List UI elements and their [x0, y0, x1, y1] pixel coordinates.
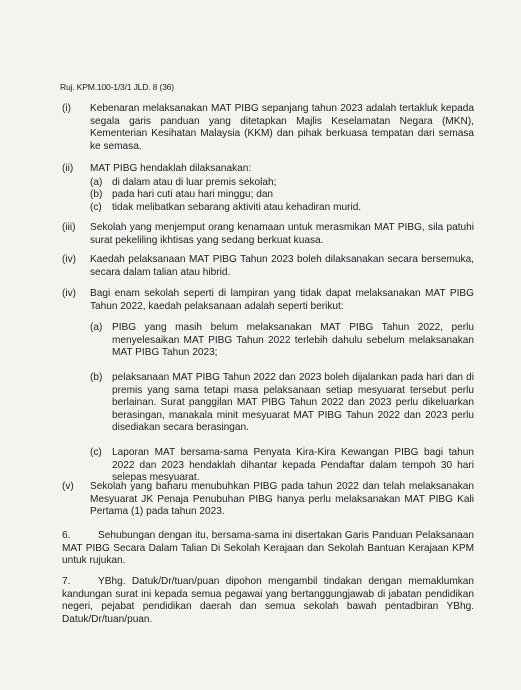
sub-item-text: Laporan MAT bersama-sama Penyata Kira-Kira Kewangan PIBG bagi tahun 2022 dan 2023 hendaklah dihantar kepada Pendaftar dalam tempoh 30 hari selepas mesyuarat.	[112, 446, 474, 484]
item-iv	[62, 254, 474, 279]
item-numeral: (ii)	[62, 163, 74, 174]
sub-item-text: pelaksanaan MAT PIBG Tahun 2022 dan 2023 boleh dijalankan pada hari dan di premis yang sama tetapi masa pelaksanaan setiap mesyuarat tersebut perlu berlainan. Surat panggilan MAT PIBG Tahun 2022 dan 2023 perlu dikeluarkan berasingan, manakala minit mesyuarat MAT PIBG Tahun 2022 dan 2023 perlu disediakan secara berasingan.	[112, 371, 474, 434]
sub-item-c	[90, 202, 474, 215]
sub-item-c	[90, 447, 474, 485]
paragraph-text: YBhg. Datuk/Dr/tuan/puan dipohon mengambil tindakan dengan memaklumkan kandungan surat ini kepada semua pegawai yang bertanggungjawab di jabatan pendidikan negeri, pejabat pendidikan daerah dan semua sekolah bawah pentadbiran YBhg. Datuk/Dr/tuan/puan.	[62, 576, 474, 625]
sub-item-a	[90, 177, 474, 190]
item-text: Bagi enam sekolah seperti di lampiran yang tidak dapat melaksanakan MAT PIBG Tahun 2022, kaedah pelaksanaan adalah seperti berikut:	[90, 288, 474, 312]
item-text: Sekolah yang menjemput orang kenamaan untuk merasmikan MAT PIBG, sila patuhi surat pekeliling ikhtisas yang sedang berkuat kuasa.	[90, 222, 474, 246]
sub-item-label: (c)	[90, 446, 102, 458]
paragraph-7	[62, 576, 474, 626]
sub-item-label: (b)	[90, 371, 103, 383]
item-numeral: (i)	[62, 103, 71, 114]
sub-item-label: (b)	[90, 189, 103, 201]
item-iii	[62, 222, 474, 247]
item-text: Kaedah pelaksanaan MAT PIBG Tahun 2023 boleh dilaksanakan secara bersemuka, secara dalam talian atau hibrid.	[90, 254, 474, 278]
sub-item-b	[90, 189, 474, 202]
reference-number: Ruj. KPM.100-1/3/1 JLD. 8 (36)	[60, 82, 174, 92]
item-text: Kebenaran melaksanakan MAT PIBG sepanjang tahun 2023 adalah tertakluk kepada segala garis panduan yang ditetapkan Majlis Keselamatan Negara (MKN), Kementerian Kesihatan Malaysia (KKM) dan pihak berkuasa tempatan dari semasa ke semasa.	[90, 103, 474, 152]
item-v	[62, 481, 474, 519]
sub-item-label: (a)	[90, 322, 103, 334]
item-ii	[62, 163, 474, 214]
sub-item-text: tidak melibatkan sebarang aktiviti atau kehadiran murid.	[112, 201, 362, 213]
item-numeral: (iv)	[62, 288, 77, 299]
sub-item-label: (a)	[90, 176, 103, 188]
sub-item-a	[90, 322, 474, 360]
paragraph-text: Sehubungan dengan itu, bersama-sama ini disertakan Garis Panduan Pelaksanaan MAT PIBG Secara Dalam Talian Di Sekolah Kerajaan dan Sekolah Bantuan Kerajaan KPM untuk rujukan.	[62, 530, 474, 567]
sub-item-text: di dalam atau di luar premis sekolah;	[112, 176, 277, 188]
item-iv-second	[62, 288, 474, 485]
paragraph-number: 6.	[62, 530, 71, 541]
item-numeral: (iv)	[62, 254, 77, 265]
item-numeral: (iii)	[62, 222, 76, 233]
item-text: MAT PIBG hendaklah dilaksanakan:	[90, 163, 252, 174]
item-i	[62, 103, 474, 153]
paragraph-number: 7.	[62, 576, 71, 587]
item-text: Sekolah yang baharu menubuhkan PIBG pada tahun 2022 dan telah melaksanakan Mesyuarat JK Penaja Penubuhan PIBG hanya perlu melaksanakan MAT PIBG Kali Pertama (1) pada tahun 2023.	[90, 481, 474, 518]
paragraph-6	[62, 530, 474, 568]
sub-item-text: pada hari cuti atau hari minggu; dan	[112, 189, 274, 201]
sub-item-label: (c)	[90, 201, 102, 213]
sub-item-b	[90, 372, 474, 435]
sub-item-text: PIBG yang masih belum melaksanakan MAT PIBG Tahun 2022, perlu menyelesaikan MAT PIBG Tahun 2022 terlebih dahulu sebelum melaksanakan MAT PIBG Tahun 2023;	[112, 322, 474, 359]
item-numeral: (v)	[62, 481, 74, 492]
